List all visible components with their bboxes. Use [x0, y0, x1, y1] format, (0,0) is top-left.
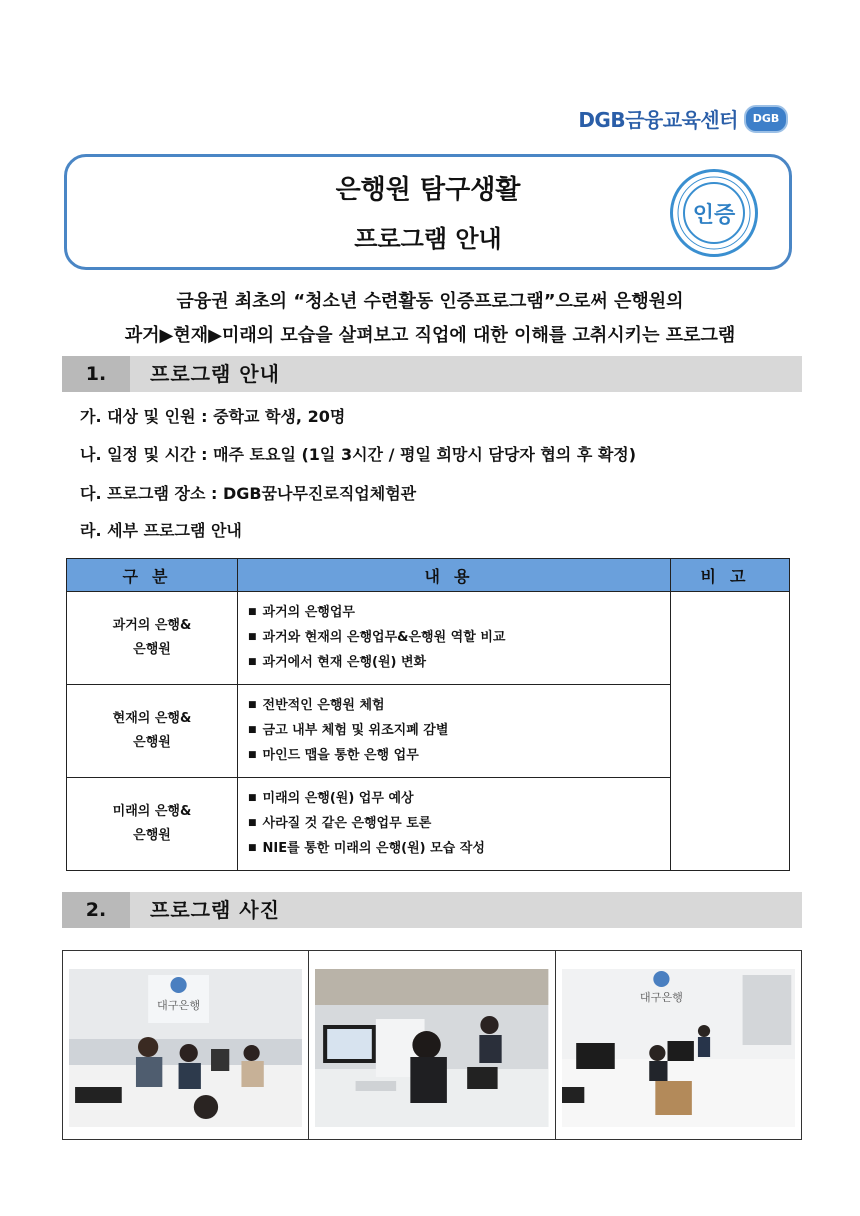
certification-seal-icon	[670, 169, 758, 257]
header-content: 내용	[238, 559, 671, 592]
row-category	[67, 592, 238, 685]
row-content	[238, 685, 671, 778]
sign-text: 대구은행	[639, 991, 683, 1004]
list-item: ■ NIE를 통한 미래의 은행(원) 모습 작성	[248, 837, 660, 862]
section-1-header	[62, 356, 802, 392]
table-row	[67, 592, 790, 685]
intro-line-1: 금융권 최초의 “청소년 수련활동 인증프로그램”으로써 은행원의	[176, 291, 684, 312]
info-details: 라. 세부 프로그램 안내	[80, 521, 242, 540]
photo-classroom-icon	[69, 969, 302, 1127]
info-schedule: 나. 일정 및 시간 : 매주 토요일 (1일 3시간 / 평일 희망시 담당자 협의 후 확정)	[80, 445, 637, 464]
row-content	[238, 778, 671, 871]
row-category	[67, 685, 238, 778]
dgb-logo: DGB	[744, 105, 788, 133]
sign-text: 대구은행	[157, 999, 201, 1012]
program-table	[66, 558, 790, 871]
row-content	[238, 592, 671, 685]
list-item: ■ 마인드 맵을 통한 은행 업무	[248, 744, 660, 769]
title-box	[64, 154, 792, 270]
photo-counter-icon	[562, 969, 795, 1127]
intro-line-2: 과거▶현재▶미래의 모습을 살펴보고 직업에 대한 이해를 고취시키는 프로그램	[124, 325, 736, 346]
list-item: ■ 과거에서 현재 은행(원) 변화	[248, 651, 660, 676]
page-subtitle: 프로그램 안내	[354, 225, 502, 253]
list-item: ■ 사라질 것 같은 은행업무 토론	[248, 812, 660, 837]
brand-name: DGB금융교육센터	[578, 108, 738, 132]
list-item: ■ 과거와 현재의 은행업무&은행원 역할 비교	[248, 626, 660, 651]
section-2-header	[62, 892, 802, 928]
info-location: 다. 프로그램 장소 : DGB꿈나무진로직업체험관	[80, 484, 417, 503]
category-line: 현재의 은행&	[112, 711, 192, 726]
brand-header	[578, 104, 788, 133]
category-line: 은행원	[133, 735, 171, 750]
program-photo-2	[309, 951, 555, 1139]
list-item: ■ 금고 내부 체험 및 위조지폐 감별	[248, 719, 660, 744]
program-photo-3	[556, 951, 801, 1139]
note-cell	[671, 592, 790, 871]
list-item: ■ 미래의 은행(원) 업무 예상	[248, 787, 660, 812]
category-line: 과거의 은행&	[112, 618, 192, 633]
section-2-title: 프로그램 사진	[150, 898, 280, 922]
category-line: 미래의 은행&	[112, 804, 192, 819]
section-1-number: 1.	[62, 356, 130, 392]
section-2-number: 2.	[62, 892, 130, 928]
section-1-title: 프로그램 안내	[150, 362, 280, 386]
page-title: 은행원 탐구생활	[335, 175, 521, 205]
info-target: 가. 대상 및 인원 : 중학교 학생, 20명	[80, 407, 346, 426]
table-header-row	[67, 559, 790, 592]
list-item: ■ 전반적인 은행원 체험	[248, 694, 660, 719]
program-photo-1	[63, 951, 309, 1139]
header-category: 구분	[67, 559, 238, 592]
category-line: 은행원	[133, 828, 171, 843]
list-item: ■ 과거의 은행업무	[248, 601, 660, 626]
photo-computer-icon	[315, 969, 548, 1127]
photo-gallery	[62, 950, 802, 1140]
row-category	[67, 778, 238, 871]
category-line: 은행원	[133, 642, 171, 657]
header-note: 비고	[671, 559, 790, 592]
seal-center-text: 인증	[683, 182, 745, 244]
